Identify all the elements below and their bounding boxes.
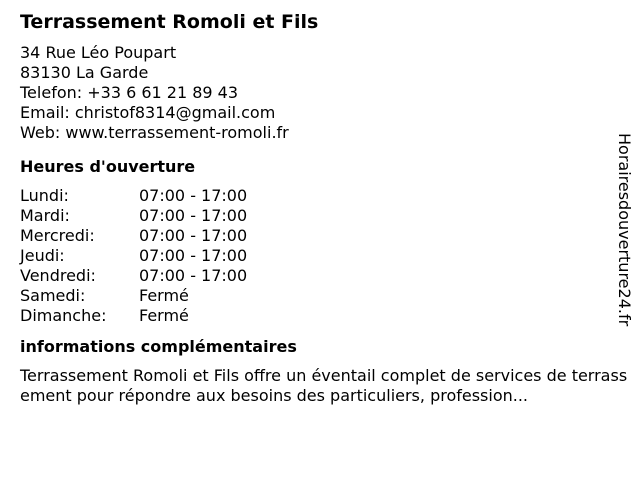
info-description: Terrassement Romoli et Fils offre un éventail complet de services de terrassement pour répondre aux besoins des particuliers, profession... bbox=[20, 366, 628, 405]
site-watermark: Horairesdouverture24.fr bbox=[615, 133, 634, 327]
web-line: Web: www.terrassement-romoli.fr bbox=[20, 123, 289, 142]
hours-row bbox=[20, 266, 610, 286]
address-street: 34 Rue Léo Poupart bbox=[20, 43, 177, 62]
day-label: Lundi: bbox=[20, 186, 69, 205]
day-hours: 07:00 - 17:00 bbox=[139, 246, 248, 265]
hours-row bbox=[20, 306, 610, 326]
email-line: Email: christof8314@gmail.com bbox=[20, 103, 276, 122]
hours-row bbox=[20, 286, 610, 306]
address-city: 83130 La Garde bbox=[20, 63, 149, 82]
day-hours: 07:00 - 17:00 bbox=[139, 206, 248, 225]
info-heading: informations complémentaires bbox=[20, 337, 297, 356]
day-label: Vendredi: bbox=[20, 266, 96, 285]
hours-row bbox=[20, 186, 610, 206]
business-name: Terrassement Romoli et Fils bbox=[20, 11, 319, 33]
day-hours: 07:00 - 17:00 bbox=[139, 186, 248, 205]
hours-heading: Heures d'ouverture bbox=[20, 157, 196, 176]
day-label: Mercredi: bbox=[20, 226, 95, 245]
hours-row bbox=[20, 226, 610, 246]
day-label: Mardi: bbox=[20, 206, 70, 225]
day-label: Samedi: bbox=[20, 286, 86, 305]
hours-table bbox=[20, 186, 610, 326]
day-label: Dimanche: bbox=[20, 306, 107, 325]
day-label: Jeudi: bbox=[20, 246, 65, 265]
hours-row bbox=[20, 206, 610, 226]
hours-row bbox=[20, 246, 610, 266]
day-hours: Fermé bbox=[139, 286, 189, 305]
contact-block bbox=[20, 43, 610, 143]
day-hours: 07:00 - 17:00 bbox=[139, 266, 248, 285]
day-hours: 07:00 - 17:00 bbox=[139, 226, 248, 245]
phone-line: Telefon: +33 6 61 21 89 43 bbox=[20, 83, 239, 102]
day-hours: Fermé bbox=[139, 306, 189, 325]
